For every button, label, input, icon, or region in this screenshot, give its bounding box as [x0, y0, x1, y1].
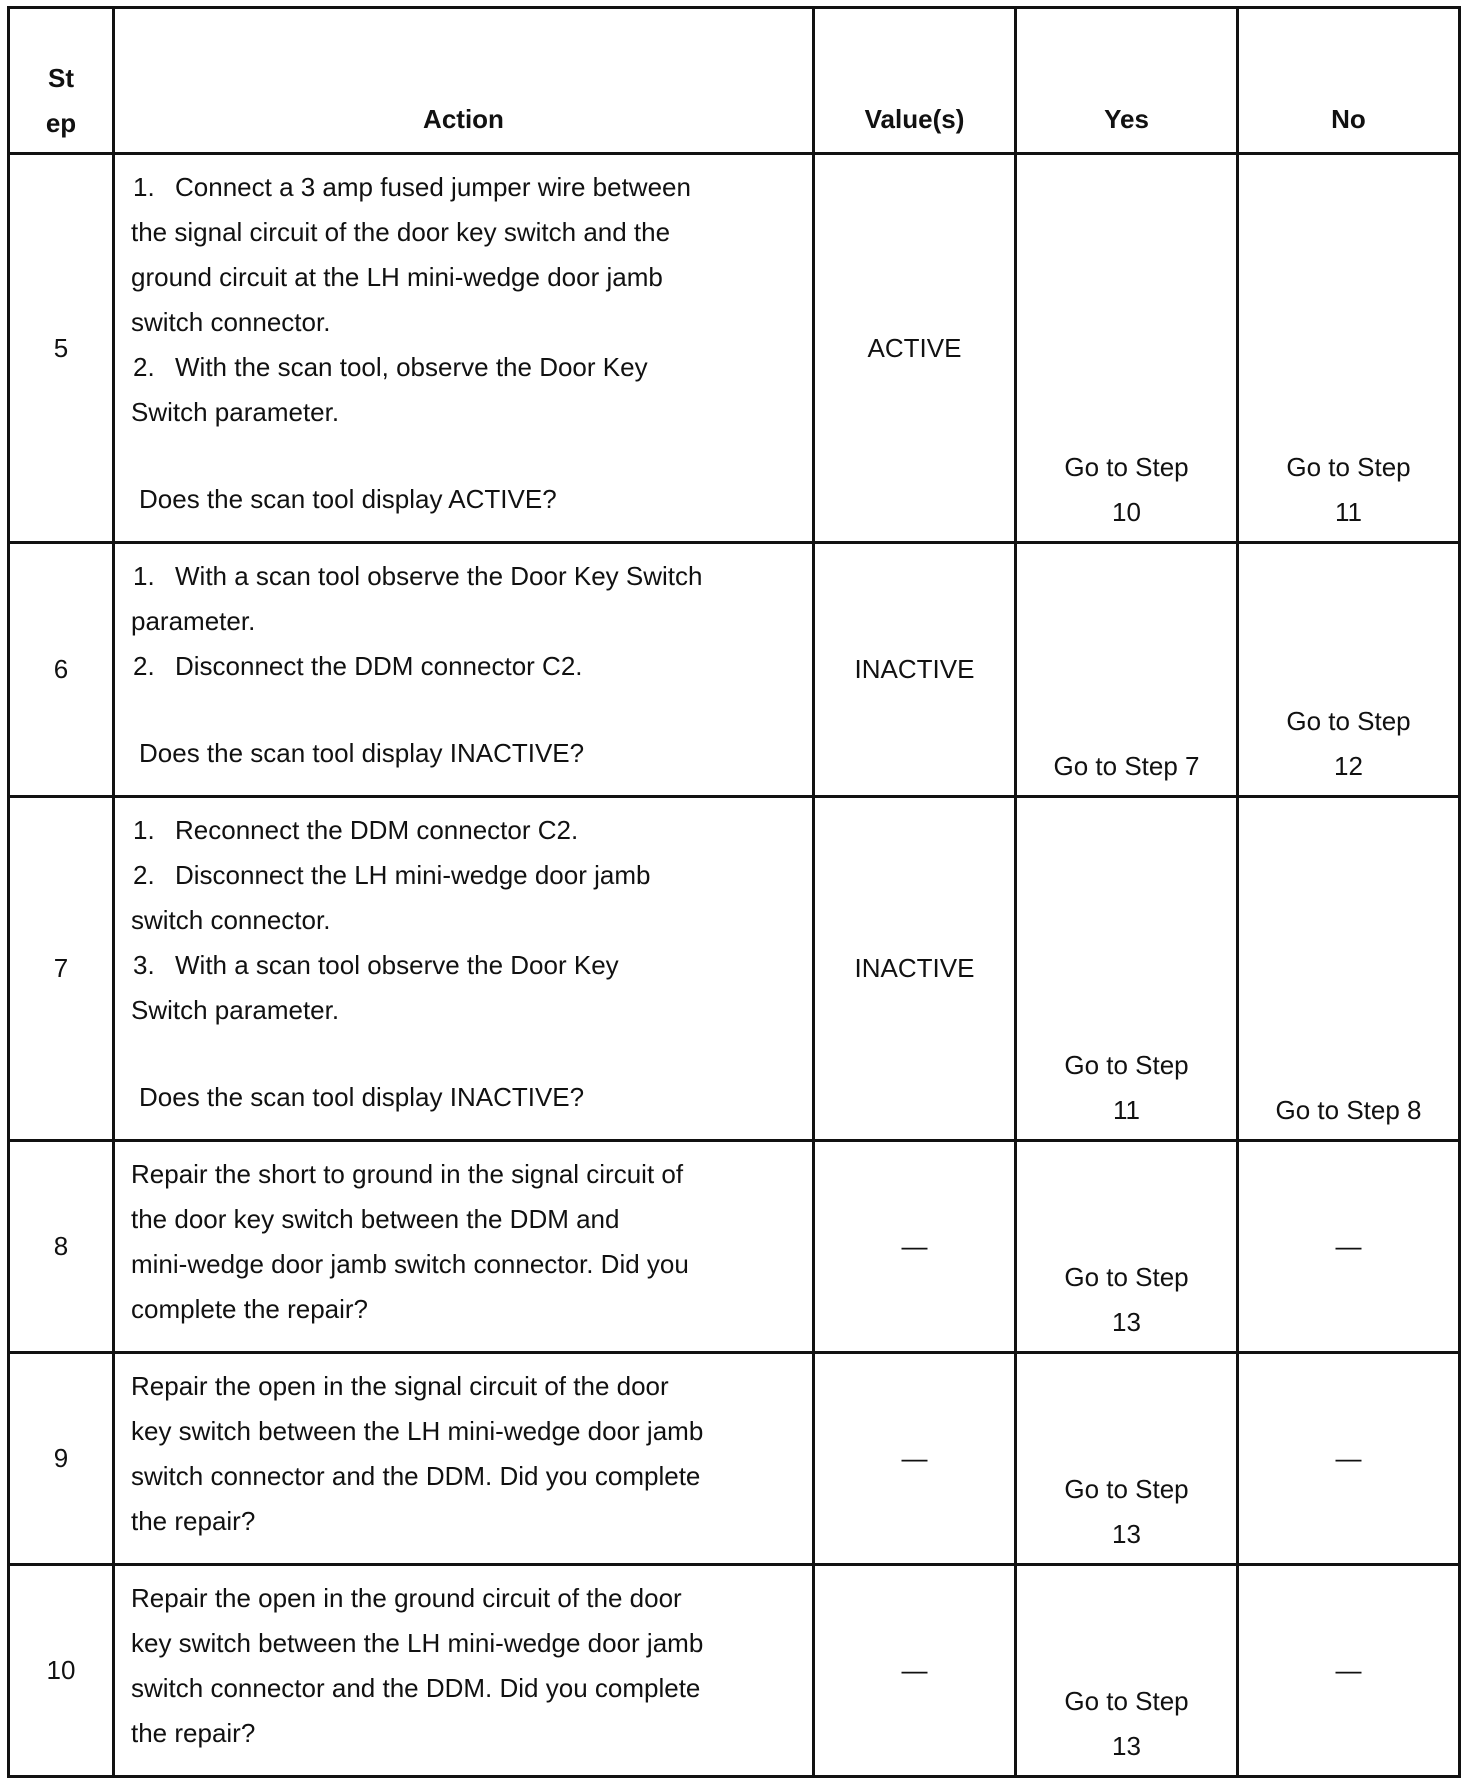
yes-cell: Go to Step 13 — [1016, 1141, 1238, 1353]
question: Does the scan tool display INACTIVE? — [139, 738, 585, 768]
action-cell: 1. Reconnect the DDM connector C2. 2. Disconnect the LH mini-wedge door jamb switch connector. 3. With a scan tool observe the Door Key Switch parameter. Does the scan tool display INACTIVE? — [114, 797, 814, 1141]
value-cell: — — [814, 1353, 1016, 1565]
no-cell: — — [1238, 1353, 1460, 1565]
yes-cell: Go to Step 13 — [1016, 1565, 1238, 1777]
value-cell: INACTIVE — [814, 797, 1016, 1141]
value-cell: — — [814, 1565, 1016, 1777]
header-row — [9, 8, 1460, 154]
action-cell: Repair the open in the signal circuit of the door key switch between the LH mini-wedge door jamb switch connector and the DDM. Did you complete the repair? — [114, 1353, 814, 1565]
action-cell: 1. With a scan tool observe the Door Key Switch parameter. 2. Disconnect the DDM connector C2. Does the scan tool display INACTIVE? — [114, 543, 814, 797]
table-row — [9, 543, 1460, 797]
action-cell: Repair the open in the ground circuit of the door key switch between the LH mini-wedge door jamb switch connector and the DDM. Did you complete the repair? — [114, 1565, 814, 1777]
question: Does the scan tool display INACTIVE? — [139, 1082, 585, 1112]
step-number: 8 — [9, 1141, 114, 1353]
header-values: Value(s) — [814, 8, 1016, 154]
step-number: 9 — [9, 1353, 114, 1565]
table-row — [9, 154, 1460, 543]
yes-cell: Go to Step 7 — [1016, 543, 1238, 797]
action-cell: Repair the short to ground in the signal circuit of the door key switch between the DDM and mini-wedge door jamb switch connector. Did you complete the repair? — [114, 1141, 814, 1353]
table-row — [9, 1565, 1460, 1777]
no-cell: — — [1238, 1565, 1460, 1777]
value-cell: ACTIVE — [814, 154, 1016, 543]
table-row — [9, 1353, 1460, 1565]
no-cell: Go to Step 11 — [1238, 154, 1460, 543]
table-row — [9, 1141, 1460, 1353]
yes-cell: Go to Step 10 — [1016, 154, 1238, 543]
table-row — [9, 797, 1460, 1141]
step-number: 6 — [9, 543, 114, 797]
value-cell: INACTIVE — [814, 543, 1016, 797]
yes-cell: Go to Step 13 — [1016, 1353, 1238, 1565]
question: Does the scan tool display ACTIVE? — [139, 484, 557, 514]
step-number: 10 — [9, 1565, 114, 1777]
no-cell: Go to Step 8 — [1238, 797, 1460, 1141]
value-cell: — — [814, 1141, 1016, 1353]
action-cell: 1. Connect a 3 amp fused jumper wire between the signal circuit of the door key switch and the ground circuit at the LH mini-wedge door jamb switch connector. 2. With the scan tool, observe the Door Key Switch parameter. Does the scan tool display ACTIVE? — [114, 154, 814, 543]
no-cell: Go to Step 12 — [1238, 543, 1460, 797]
step-number: 5 — [9, 154, 114, 543]
no-cell: — — [1238, 1141, 1460, 1353]
diagnostic-table — [7, 6, 1461, 1778]
header-action: Action — [114, 8, 814, 154]
header-yes: Yes — [1016, 8, 1238, 154]
step-number: 7 — [9, 797, 114, 1141]
header-no: No — [1238, 8, 1460, 154]
header-step: St ep — [9, 8, 114, 154]
yes-cell: Go to Step 11 — [1016, 797, 1238, 1141]
